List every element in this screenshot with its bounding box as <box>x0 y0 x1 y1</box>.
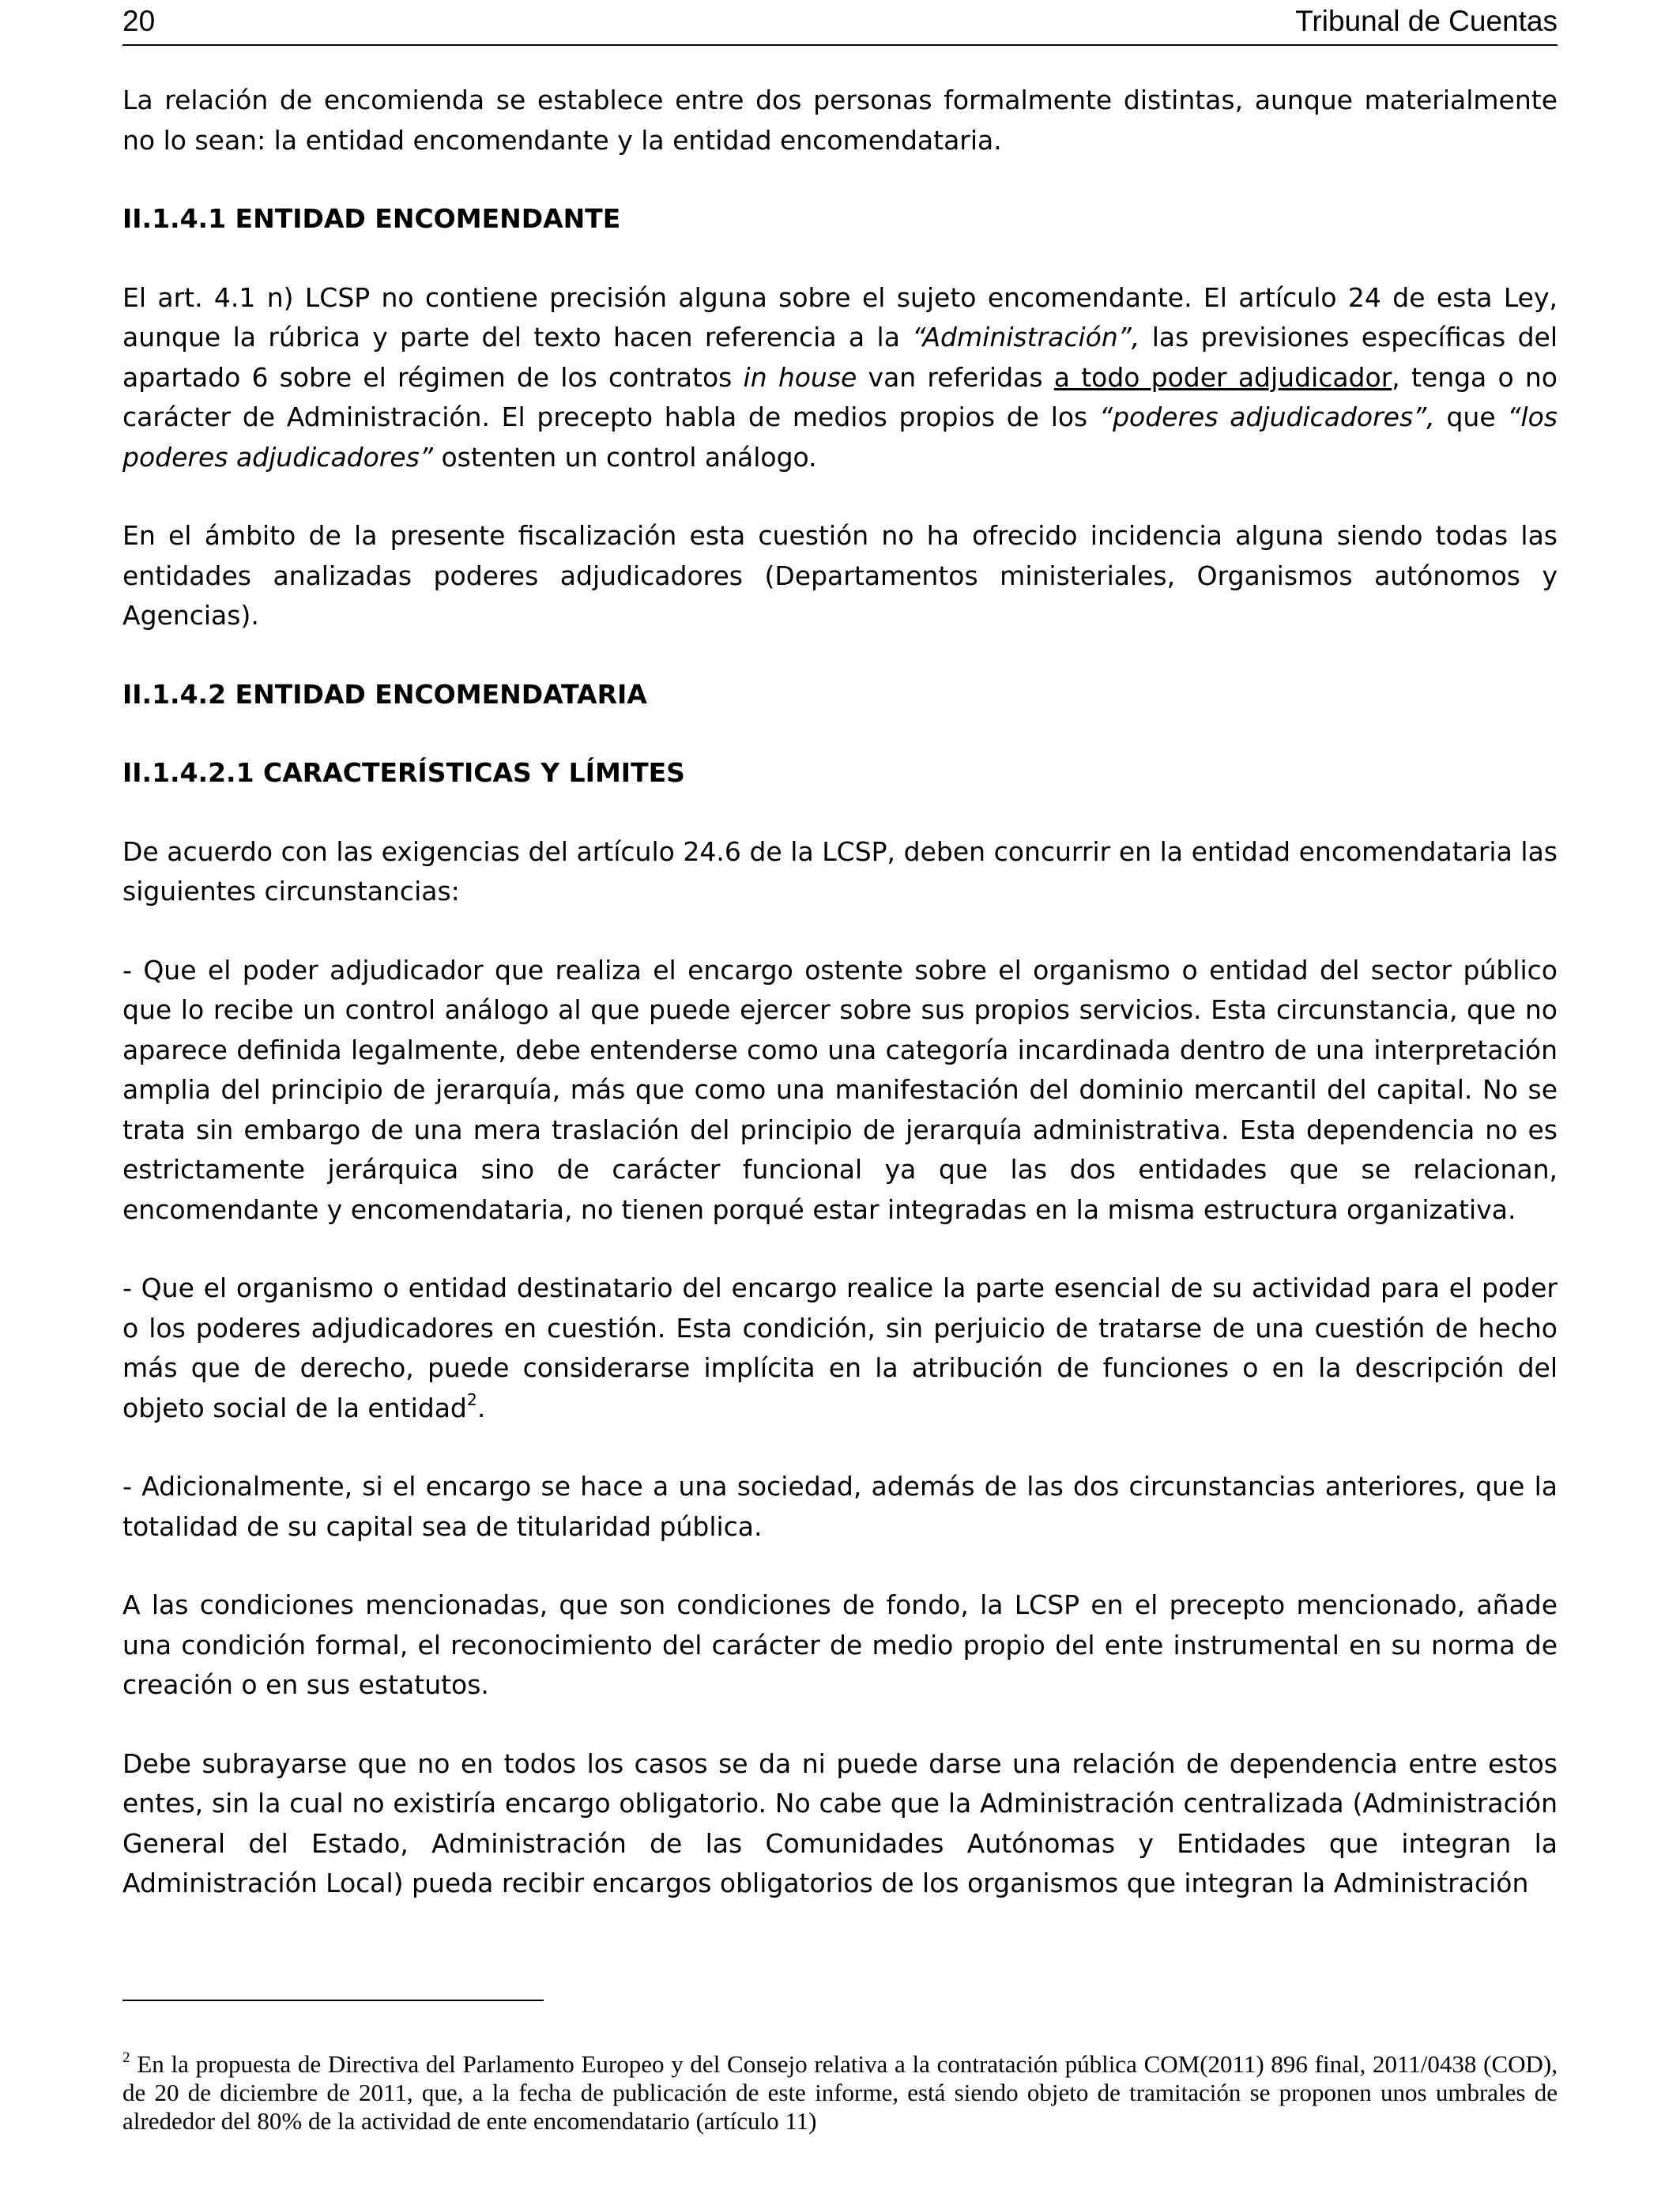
paragraph-fiscalizacion: En el ámbito de la presente fiscalización esta cuestión no ha ofrecido incidencia alguna siendo todas las entidades analizadas poderes adjudicadores (Departamentos ministeriales, Organismos autónomos y Agencias). <box>122 520 1558 631</box>
footnote-number: 2 <box>122 2049 130 2066</box>
intro-paragraph: La relación de encomienda se establece entre dos personas formalmente distintas, aunque materialmente no lo sean: la entidad encomendante y la entidad encomendataria. <box>122 85 1558 156</box>
footnote-text: En la propuesta de Directiva del Parlamento Europeo y del Consejo relativa a la contratación pública COM(2011) 896 final, 2011/0438 (COD), de 20 de diciembre de 2011, que, a la fecha de publicación de este informe, está siendo objeto de tramitación se proponen unos umbrales de alrededor del 80% de la actividad de ente encomendatario (artículo 11) <box>122 2050 1558 2135</box>
paragraph-art-4: El art. 4.1 n) LCSP no contiene precisión alguna sobre el sujeto encomendante. El artículo 24 de esta Ley, aunque la rúbrica y parte del texto hacen referencia a la “Administración”, las previsiones específicas del apartado 6 sobre el régimen de los contratos in house van referidas a todo poder adjudicador, tenga o no carácter de Administración. El precepto habla de medios propios de los “poderes adjudicadores”, que “los poderes adjudicadores” ostenten un control análogo. <box>122 281 1558 473</box>
paragraph-dependencia: Debe subrayarse que no en todos los casos se da ni puede darse una relación de dependencia entre estos entes, sin la cual no existiría encargo obligatorio. No cabe que la Administración centralizada (Administración General del Estado, Administración de las Comunidades Autónomas y Entidades que integran la Administración Local) pueda recibir encargos obligatorios de los organismos que integran la Administración <box>122 1747 1558 1898</box>
underlined-phrase: a todo poder adjudicador <box>1053 361 1392 393</box>
section-heading-encomendante: II.1.4.1 ENTIDAD ENCOMENDANTE <box>122 203 621 234</box>
paragraph-control-analogo: - Que el poder adjudicador que realiza el encargo ostente sobre el organismo o entidad del sector público que lo recibe un control análogo al que puede ejercer sobre sus propios servicios. Esta circunstancia, que no aparece definida legalmente, debe entenderse como una categoría incardinada dentro de una interpretación amplia del principio de jerarquía, más que como una manifestación del dominio mercantil del capital. No se trata sin embargo de una mera traslación del principio de jerarquía administrativa. Esta dependencia no es estrictamente jerárquica sino de carácter funcional ya que las dos entidades que se relacionan, encomendante y encomendataria, no tienen porqué estar integradas en la misma estructura organizativa. <box>122 954 1558 1225</box>
paragraph-exigencias: De acuerdo con las exigencias del artículo 24.6 de la LCSP, deben concurrir en la entidad encomendataria las siguientes circunstancias: <box>122 835 1558 907</box>
document-body <box>122 81 1558 1904</box>
paragraph-condiciones: A las condiciones mencionadas, que son condiciones de fondo, la LCSP en el precepto mencionado, añade una condición formal, el reconocimiento del carácter de medio propio del ente instrumental en su norma de creación o en sus estatutos. <box>122 1589 1558 1700</box>
footnote-reference: 2 <box>466 1390 477 1410</box>
paragraph-parte-esencial: - Que el organismo o entidad destinatario del encargo realice la parte esencial de su actividad para el poder o los poderes adjudicadores en cuestión. Esta condición, sin perjuicio de tratarse de una cuestión de hecho más que de derecho, puede considerarse implícita en la atribución de funciones o en la descripción del objeto social de la entidad$^2$. <box>122 1272 1558 1423</box>
footnote <box>122 2050 1558 2136</box>
page-number: 20 <box>122 5 156 37</box>
page-header <box>122 0 1558 46</box>
section-heading-caracteristicas: II.1.4.2.1 CARACTERÍSTICAS Y LÍMITES <box>122 757 685 788</box>
header-organization: Tribunal de Cuentas <box>1295 5 1558 37</box>
footnote-separator <box>122 2000 544 2001</box>
paragraph-sociedad: - Adicionalmente, si el encargo se hace a una sociedad, además de las dos circunstancias anteriores, que la totalidad de su capital sea de titularidad pública. <box>122 1471 1558 1542</box>
section-heading-encomendataria: II.1.4.2 ENTIDAD ENCOMENDATARIA <box>122 678 647 710</box>
